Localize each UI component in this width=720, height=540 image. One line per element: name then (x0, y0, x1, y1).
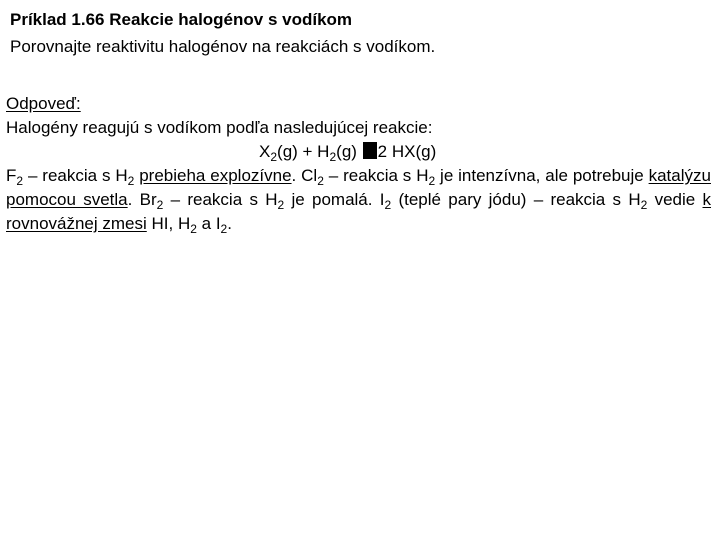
text-run: je intenzívna, ale potrebuje (435, 166, 649, 185)
text-run: vedie (647, 190, 703, 209)
reaction-arrow-icon (363, 142, 377, 159)
underlined-phrase: prebieha explozívne (139, 166, 292, 185)
eq-x: X (259, 142, 271, 161)
text-run: F (6, 166, 17, 185)
answer-label-line (6, 92, 711, 116)
text-run: je pomalá. I (284, 190, 385, 209)
text-run: (teplé pary jódu) – reakcia s H (391, 190, 641, 209)
subscript: 2 (220, 222, 228, 236)
subscript: 2 (156, 198, 164, 212)
eq-rhs: 2 HX(g) (377, 142, 437, 161)
text-run: . (227, 214, 232, 233)
answer-intro: Halogény reagujú s vodíkom podľa nasledujúcej reakcie: (6, 118, 433, 137)
example-title: Príklad 1.66 Reakcie halogénov s vodíkom (10, 10, 353, 29)
reaction-equation (6, 140, 711, 164)
subscript: 2 (277, 198, 285, 212)
text-run: . Br (127, 190, 157, 209)
subscript: 2 (127, 174, 135, 188)
subscript: 2 (428, 174, 436, 188)
eq-part: (g) + H (277, 142, 330, 161)
underlined-phrase: katalýzu pomocou svetla (6, 166, 711, 209)
subscript: 2 (317, 174, 324, 188)
subscript: 2 (640, 198, 648, 212)
eq-part: (g) (336, 142, 357, 161)
subscript: 2 (190, 222, 197, 236)
eq-sub: 2 (270, 150, 278, 164)
halogen-comparison-paragraph (6, 164, 711, 236)
underlined-phrase: k rovnovážnej zmesi (6, 190, 712, 233)
answer-label: Odpoveď: (6, 94, 81, 113)
text-run: HI, H (146, 214, 191, 233)
subscript: 2 (384, 198, 392, 212)
answer-section (6, 92, 711, 236)
subscript: 2 (16, 174, 24, 188)
text-run: a I (196, 214, 221, 233)
eq-sub: 2 (329, 150, 337, 164)
text-run: – reakcia s H (323, 166, 429, 185)
text-run: . Cl (291, 166, 318, 185)
task-text: Porovnajte reaktivitu halogénov na reakciách s vodíkom. (10, 37, 436, 56)
text-run: – reakcia s H (23, 166, 128, 185)
text-run: – reakcia s H (163, 190, 278, 209)
